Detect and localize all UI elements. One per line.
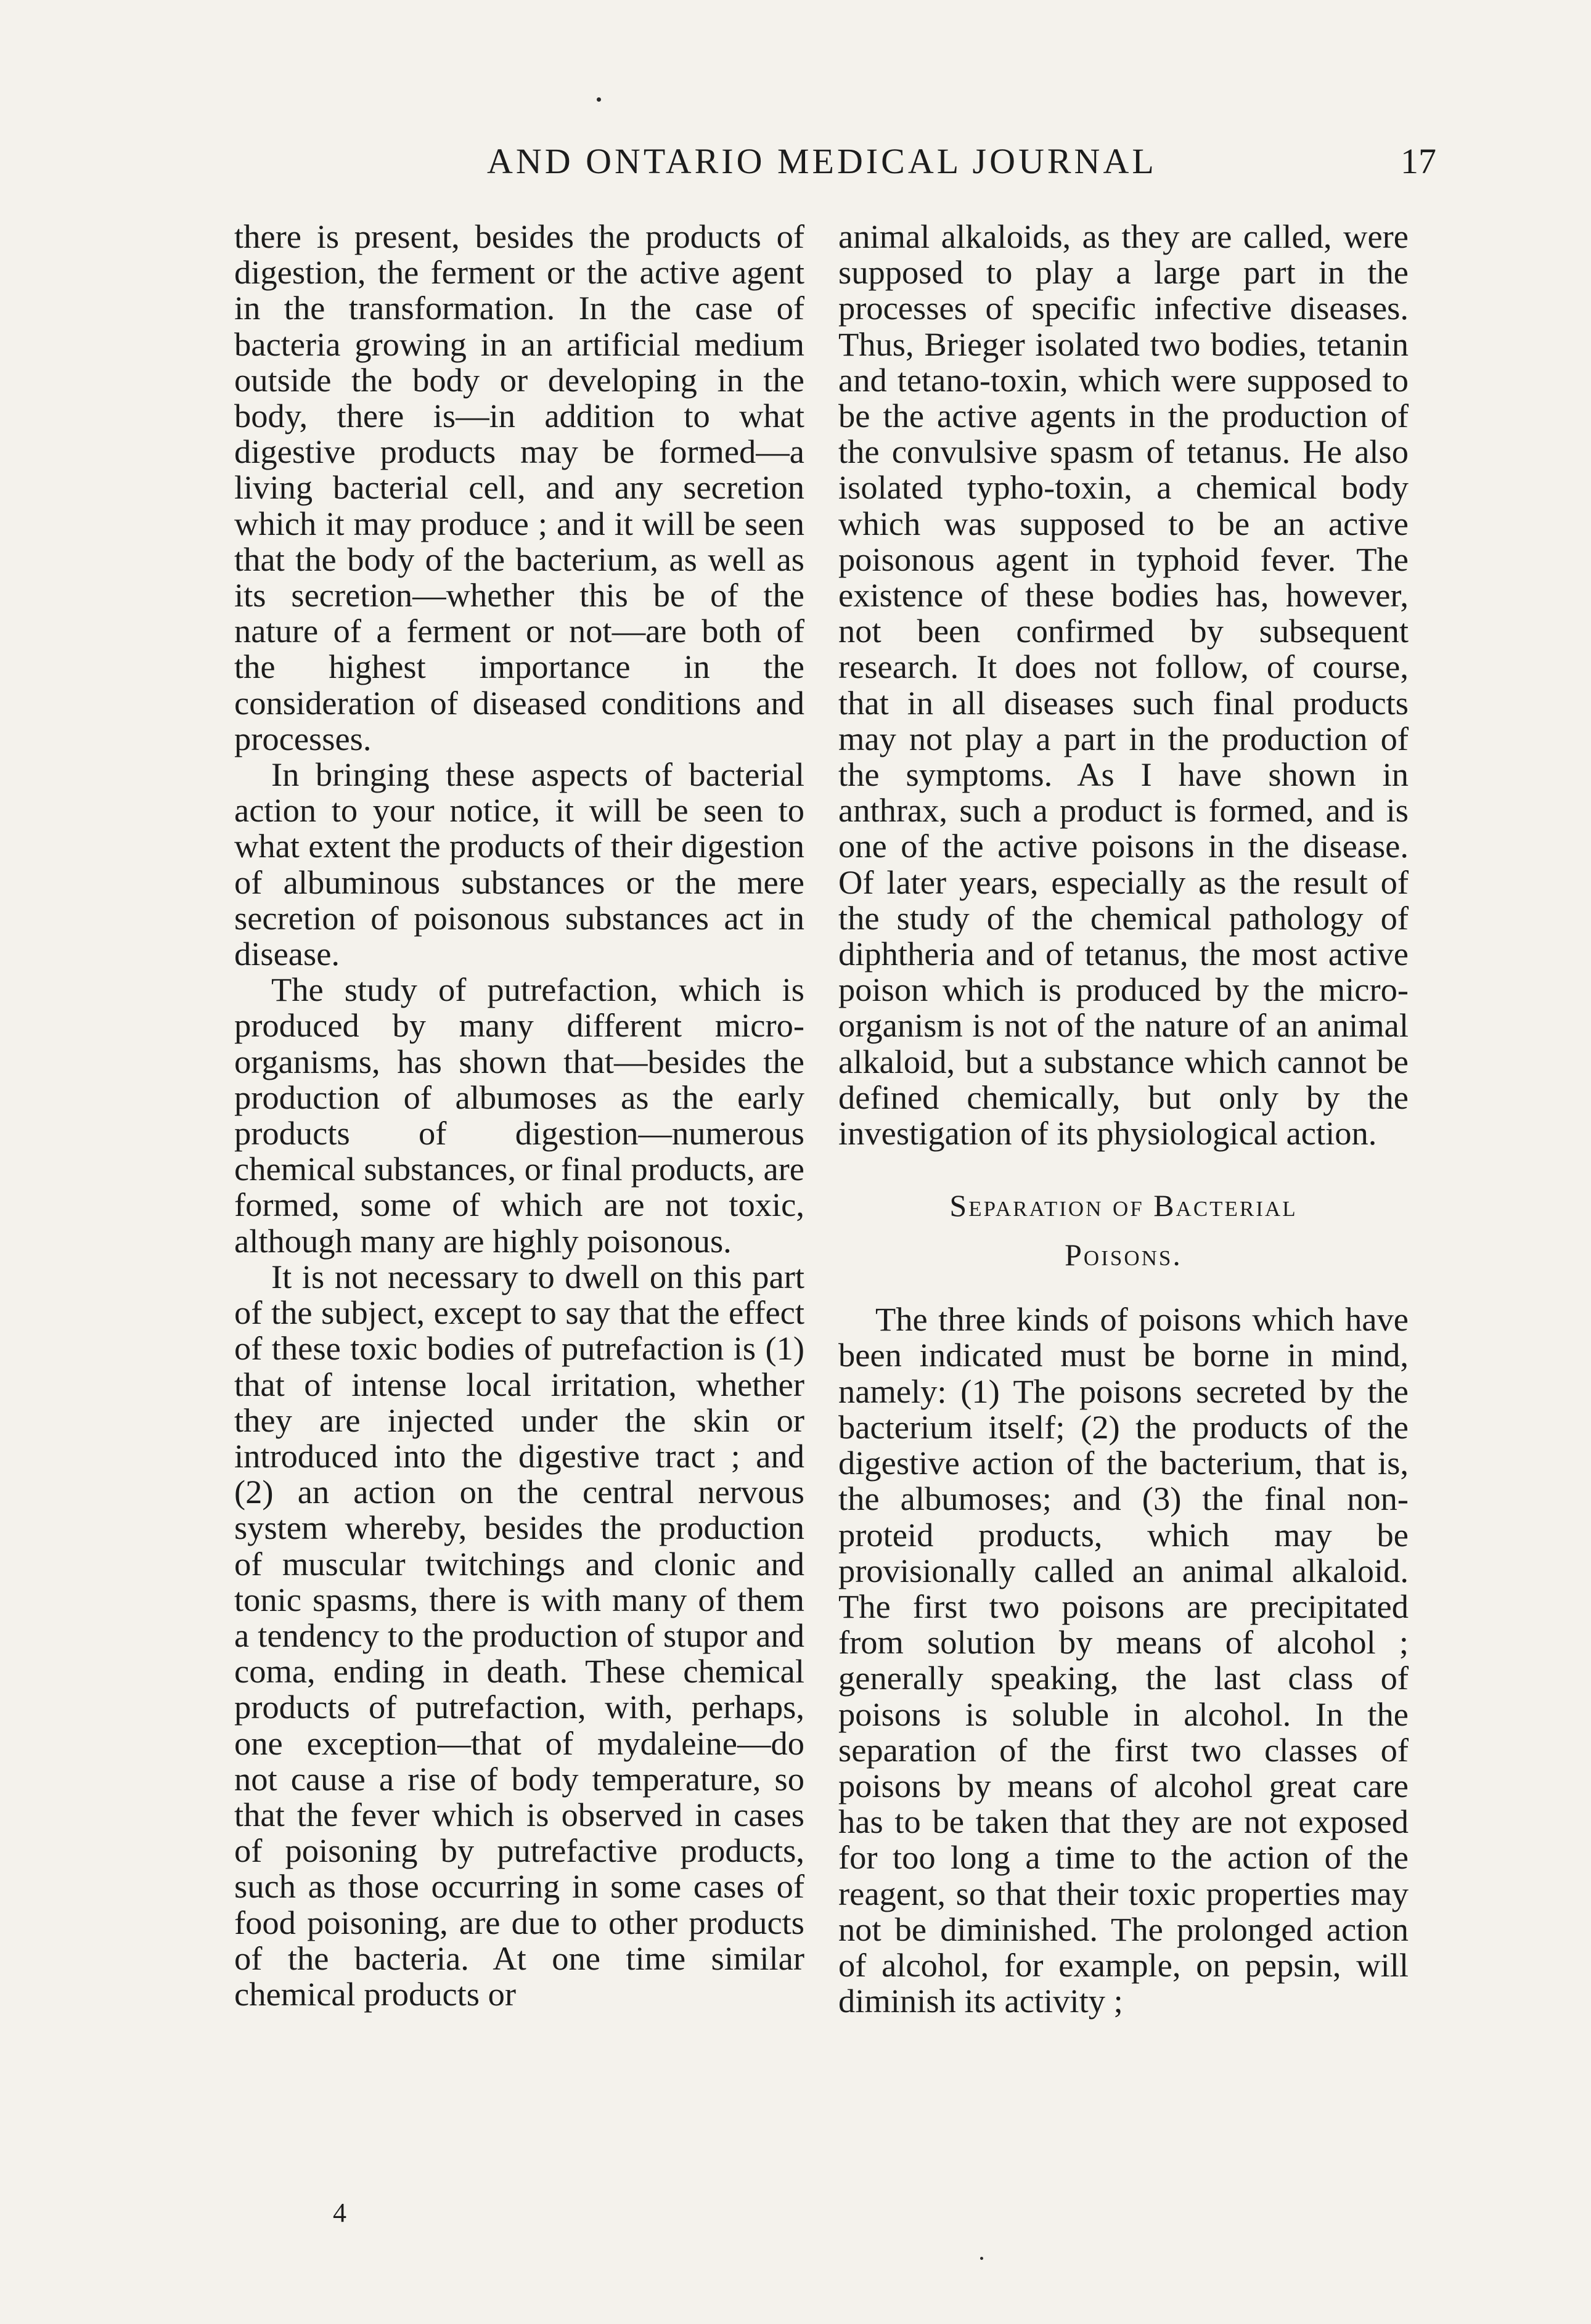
paragraph: In bringing these aspects of bacterial action to your notice, it will be seen to what extent the products of their digestion of albuminous substances or the mere secretion of poisonous substances act in disease. bbox=[234, 756, 804, 973]
section-heading bbox=[838, 1181, 1409, 1279]
right-column bbox=[838, 219, 1409, 2019]
paragraph: there is present, besides the products of digestion, the ferment or the active agent in the transformation. In the case of bacteria growing in an artificial medium outside the body or developing in the body, there is—in addition to what digestive products may be formed—a living bacterial cell, and any secretion which it may produce ; and it will be seen that the body of the bacterium, as well as its secretion—whether this be of the nature of a ferment or not—are both of the highest importance in the consideration of diseased conditions and processes. bbox=[234, 218, 804, 757]
paragraph: The three kinds of poisons which have been indicated must be borne in mind, namely: (1) The poisons secreted by the bacterium itself; (2) the products of the digestive action of the bacterium, that is, the albumoses; and (3) the final non-proteid products, which may be provisionally called an animal alkaloid. The first two poisons are precipitated from solution by means of alcohol ; generally speaking, the last class of poisons is soluble in alcohol. In the separation of the first two classes of poisons by means of alcohol great care has to be taken that they are not exposed for too long a time to the action of the reagent, so that their toxic properties may not be diminished. The prolonged action of alcohol, for example, on pepsin, will diminish its activity ; bbox=[838, 1300, 1409, 2020]
signature-mark: 4 bbox=[333, 2198, 346, 2228]
print-speck bbox=[597, 97, 601, 102]
paragraph: It is not necessary to dwell on this part of the subject, except to say that the effect of these toxic bodies of putrefaction is (1) that of intense local irritation, whether they are injected under the skin or introduced into the digestive tract ; and (2) an action on the central nervous system whereby, besides the production of muscular twitchings and clonic and tonic spasms, there is with many of them a tendency to the production of stupor and coma, ending in death. These chemical products of putrefaction, with, perhaps, one exception—that of mydaleine—do not cause a rise of body temperature, so that the fever which is observed in cases of poisoning by putrefactive products, such as those occurring in some cases of food poisoning, are due to other products of the bacteria. At one time similar chemical products or bbox=[234, 1257, 804, 2013]
paragraph: animal alkaloids, as they are called, were supposed to play a large part in the processes of specific infective diseases. Thus, Brieger isolated two bodies, tetanin and tetano-toxin, which were supposed to be the active agents in the production of the convulsive spasm of tetanus. He also isolated typho-toxin, a chemical body which was supposed to be an active poisonous agent in typhoid fever. The existence of these bodies has, however, not been confirmed by subsequent research. It does not follow, of course, that in all diseases such final products may not play a part in the production of the symptoms. As I have shown in anthrax, such a product is formed, and is one of the active poisons in the disease. Of later years, especially as the result of the study of the chemical pathology of diphtheria and of tetanus, the most active poison which is produced by the micro-organism is not of the nature of an animal alkaloid, but a substance which cannot be defined chemically, but only by the investigation of its physiological action. bbox=[838, 218, 1409, 1152]
page-number: 17 bbox=[1401, 141, 1436, 181]
left-column bbox=[234, 219, 804, 2012]
section-heading-line: Poisons. bbox=[1065, 1237, 1182, 1273]
print-speck bbox=[980, 2257, 983, 2260]
section-heading-line: Separation of Bacterial bbox=[949, 1188, 1298, 1223]
paragraph: The study of putrefaction, which is produced by many different micro-organisms, has shown that—besides the production of albumoses as the early products of digestion—numerous chemical substances, or final products, are formed, some of which are not toxic, although many are highly poisonous. bbox=[234, 971, 804, 1260]
page-header bbox=[234, 141, 1436, 196]
running-head: AND ONTARIO MEDICAL JOURNAL bbox=[487, 141, 1157, 181]
